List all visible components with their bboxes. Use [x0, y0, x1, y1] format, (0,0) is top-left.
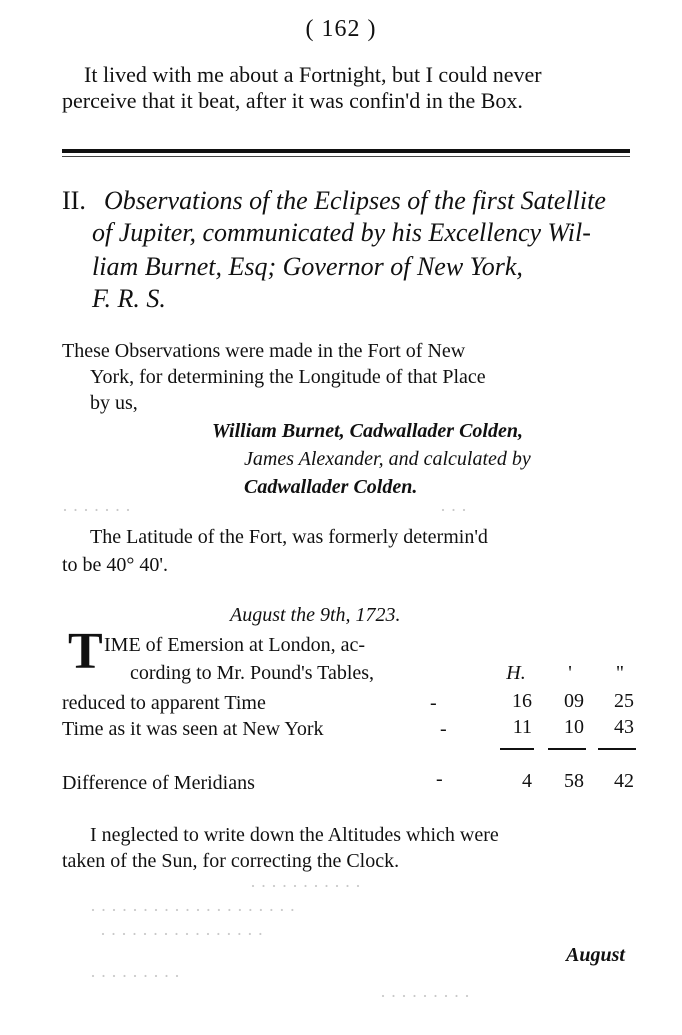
- observers-line-3: Cadwallader Colden.: [244, 476, 418, 498]
- difference-label: Difference of Meridians: [62, 772, 255, 794]
- row1-dash: -: [430, 692, 437, 714]
- difference-minutes: 58: [564, 770, 584, 792]
- bleed-through-4: · · · · · · · · · · · · · · · · · · · ·: [90, 900, 296, 920]
- difference-seconds: 42: [614, 770, 634, 792]
- date-line: August the 9th, 1723.: [230, 604, 401, 626]
- intro-line-2: perceive that it beat, after it was confin'd in the Box.: [62, 88, 523, 113]
- section-rule: [62, 149, 630, 153]
- para1-line-1: These Observations were made in the Fort of New: [62, 340, 466, 362]
- row2-seconds: 43: [614, 716, 634, 738]
- observers-line-2: James Alexander, and calculated by: [244, 448, 531, 470]
- bleed-through-2: · · ·: [440, 500, 467, 520]
- section-rule-thin: [62, 156, 630, 157]
- article-title-line-3: liam Burnet, Esq; Governor of New York,: [92, 252, 523, 281]
- article-numeral: II.: [62, 186, 86, 215]
- row2-label: Time as it was seen at New York: [62, 718, 324, 740]
- sum-line-hours: [500, 748, 534, 750]
- para1-line-3: by us,: [90, 392, 138, 414]
- difference-hours: 4: [522, 770, 532, 792]
- closing-line-2: taken of the Sun, for correcting the Clock.: [62, 850, 400, 872]
- observers-line-1: William Burnet, Cadwallader Colden,: [212, 420, 523, 442]
- header-minutes: ': [568, 662, 572, 684]
- intro-line-1: It lived with me about a Fortnight, but I could never: [84, 62, 542, 87]
- row2-minutes: 10: [564, 716, 584, 738]
- row1-minutes: 09: [564, 690, 584, 712]
- article-title-line-2: of Jupiter, communicated by his Excellency Wil-: [92, 218, 591, 247]
- para1-line-2: York, for determining the Longitude of that Place: [90, 366, 486, 388]
- row2-hours: 11: [512, 716, 532, 738]
- observation-line-1: IME of Emersion at London, ac-: [104, 634, 366, 656]
- closing-line-1: I neglected to write down the Altitudes which were: [90, 824, 499, 846]
- difference-dash: -: [436, 768, 443, 790]
- drop-cap: T: [68, 623, 103, 680]
- bleed-through-1: · · · · · · ·: [62, 500, 131, 520]
- bleed-through-6: · · · · · · · · ·: [90, 966, 180, 986]
- row1-seconds: 25: [614, 690, 634, 712]
- bleed-through-7: · · · · · · · · ·: [380, 986, 470, 1006]
- latitude-line-1: The Latitude of the Fort, was formerly determin'd: [90, 526, 488, 548]
- header-seconds: ": [615, 662, 625, 684]
- row2-dash: -: [440, 718, 447, 740]
- bleed-through-5: · · · · · · · · · · · · · · · ·: [100, 924, 264, 944]
- catchword: August: [566, 944, 625, 966]
- article-title-line-1: Observations of the Eclipses of the first Satellite: [104, 186, 606, 215]
- observation-line-2: cording to Mr. Pound's Tables,: [130, 662, 375, 684]
- sum-line-seconds: [598, 748, 636, 750]
- header-hours: H.: [506, 662, 526, 684]
- article-title-line-4: F. R. S.: [92, 284, 166, 313]
- bleed-through-3: · · · · · · · · · · ·: [250, 876, 361, 896]
- latitude-line-2: to be 40° 40'.: [62, 554, 169, 576]
- sum-line-minutes: [548, 748, 586, 750]
- row1-hours: 16: [512, 690, 532, 712]
- page-number: ( 162 ): [305, 16, 377, 42]
- row1-label: reduced to apparent Time: [62, 692, 266, 714]
